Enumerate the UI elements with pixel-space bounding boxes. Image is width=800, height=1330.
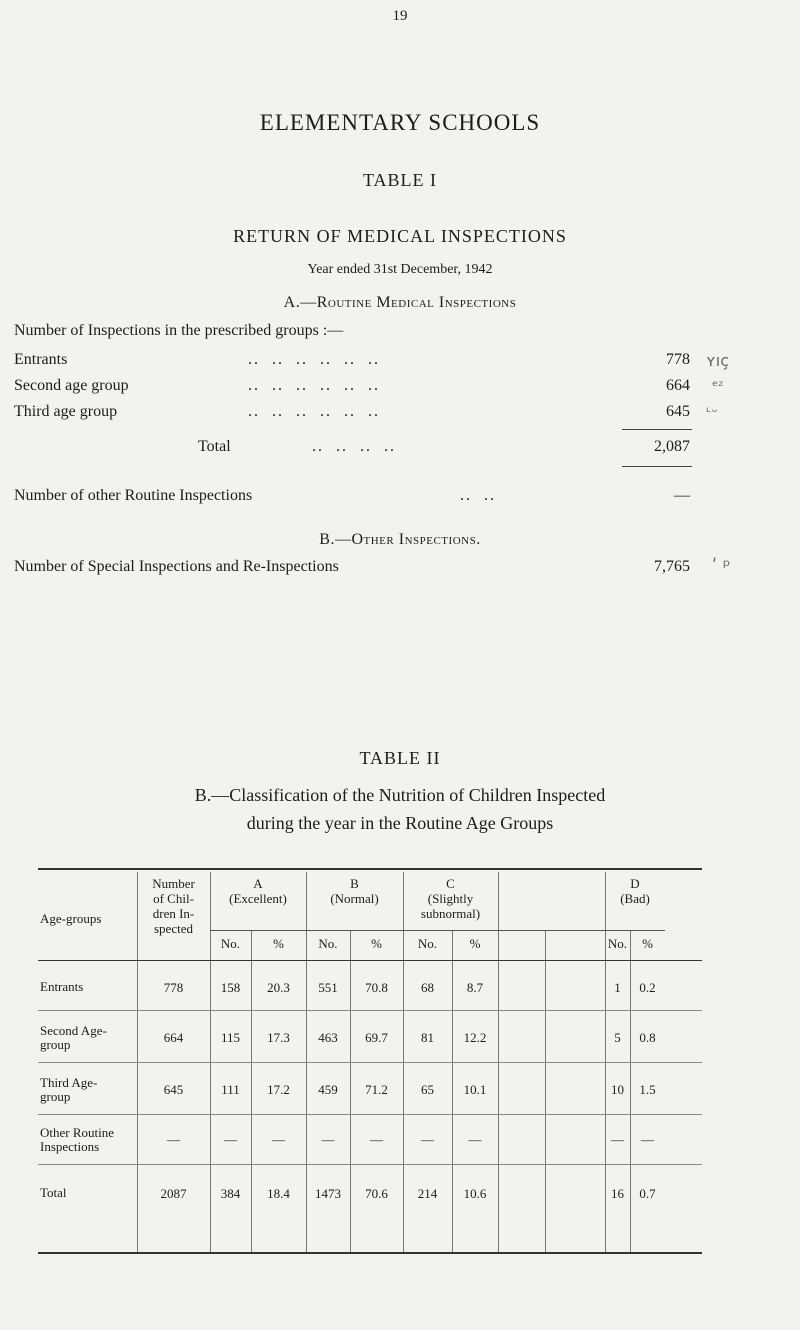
header-c-slightly-subnormal: C (Slightly subnormal) — [420, 876, 481, 921]
subheader-a-no: No. — [220, 936, 241, 951]
cell-c-pct: — — [468, 1132, 482, 1147]
total-label: Total — [198, 438, 231, 455]
cell-c-no: 81 — [421, 1030, 434, 1045]
group-label-entrants: Entrants — [14, 351, 68, 368]
other-routine-value: — — [674, 487, 690, 504]
pencil-annotation: ʹ ᵖ — [712, 556, 731, 577]
group-label-second: Second age group — [14, 377, 129, 394]
cell-a-no: 158 — [220, 980, 241, 995]
table1-title: TABLE I — [362, 170, 438, 190]
cell-d-pct: — — [641, 1132, 654, 1147]
cell-b-no: 1473 — [315, 1186, 341, 1201]
cell-b-no: 551 — [318, 980, 338, 995]
group-value-entrants: 778 — [666, 351, 690, 368]
table2-subtitle-line2: during the year in the Routine Age Groups — [246, 813, 554, 833]
cell-b-pct: 71.2 — [365, 1082, 388, 1097]
row-rule — [38, 1114, 702, 1115]
cell-a-pct: — — [272, 1132, 285, 1147]
row-label: Other Routine Inspections — [40, 1125, 115, 1154]
cell-d-no: 5 — [614, 1030, 621, 1045]
cell-c-no: — — [421, 1132, 434, 1147]
table-top-rule — [38, 868, 702, 870]
leader-dots: .. .. — [460, 487, 496, 504]
cell-a-no: 384 — [220, 1186, 241, 1201]
subheader-d-no: No. — [607, 936, 628, 951]
header-number: Number of Chil- dren In- spected — [152, 876, 195, 936]
cell-a-pct: 17.3 — [267, 1030, 290, 1045]
cell-b-pct: 70.6 — [365, 1186, 388, 1201]
sum-rule — [622, 429, 692, 430]
cell-a-no: — — [224, 1132, 237, 1147]
special-inspections-value: 7,765 — [654, 558, 690, 575]
group-value-third: 645 — [666, 403, 690, 420]
cell-number: 664 — [163, 1030, 184, 1045]
subheader-rule — [210, 930, 665, 931]
cell-number: 645 — [163, 1082, 184, 1097]
page-number: 19 — [392, 8, 408, 24]
pencil-annotation: ᶫᵕ — [706, 403, 718, 421]
row-label: Entrants — [40, 979, 84, 994]
total-value: 2,087 — [654, 438, 690, 455]
leader-dots: .. .. .. .. .. .. — [248, 351, 380, 368]
table2-subtitle-line1: B.—Classification of the Nutrition of Children Inspected — [194, 785, 606, 805]
header-b-normal: B (Normal) — [330, 876, 379, 906]
prescribed-groups-label: Number of Inspections in the prescribed groups :— — [14, 322, 344, 339]
row-rule — [38, 1164, 702, 1165]
cell-a-pct: 18.4 — [267, 1186, 290, 1201]
section-a-heading: A.—Routine Medical Inspections — [283, 294, 517, 311]
table2-title: TABLE II — [359, 748, 441, 768]
page-heading: ELEMENTARY SCHOOLS — [259, 110, 541, 135]
leader-dots: .. .. .. .. .. .. — [248, 377, 380, 394]
row-label: Second Age- group — [40, 1023, 107, 1052]
subheader-d-pct: % — [642, 936, 653, 951]
other-routine-label: Number of other Routine Inspections — [14, 487, 253, 504]
cell-c-pct: 10.1 — [463, 1082, 487, 1097]
cell-d-no: 16 — [611, 1186, 624, 1201]
cell-d-pct: 0.8 — [639, 1030, 656, 1045]
subheader-b-no: No. — [318, 936, 338, 951]
cell-number: 778 — [163, 980, 184, 995]
row-rule — [38, 1010, 702, 1011]
cell-d-no: 1 — [614, 980, 621, 995]
cell-a-pct: 17.2 — [267, 1082, 290, 1097]
cell-a-pct: 20.3 — [267, 980, 290, 995]
leader-dots: .. .. .. .. .. .. — [248, 403, 380, 420]
header-d-bad: D (Bad) — [620, 876, 650, 906]
cell-c-pct: 10.6 — [463, 1186, 487, 1201]
cell-b-pct: 70.8 — [365, 980, 388, 995]
subheader-b-pct: % — [371, 936, 382, 951]
column-divider — [545, 930, 546, 1254]
cell-number: 2087 — [160, 1186, 187, 1201]
cell-c-no: 65 — [421, 1082, 434, 1097]
cell-d-no: — — [611, 1132, 624, 1147]
subheader-a-pct: % — [273, 936, 284, 951]
table-bottom-rule — [38, 1252, 702, 1254]
cell-b-no: 459 — [318, 1082, 338, 1097]
nutrition-table — [0, 868, 800, 1268]
cell-c-no: 68 — [421, 980, 434, 995]
table1-subtitle: RETURN OF MEDICAL INSPECTIONS — [233, 226, 567, 246]
cell-c-pct: 8.7 — [466, 980, 484, 995]
sum-rule — [622, 466, 692, 467]
row-label: Third Age- group — [40, 1075, 98, 1104]
cell-number: — — [167, 1132, 180, 1147]
cell-c-pct: 12.2 — [463, 1030, 487, 1045]
row-label: Total — [40, 1185, 67, 1200]
leader-dots: .. .. .. .. — [312, 438, 396, 455]
header-age-groups: Age-groups — [40, 911, 102, 926]
subheader-c-no: No. — [417, 936, 438, 951]
header-a-excellent: A (Excellent) — [229, 876, 287, 906]
cell-d-pct: 0.2 — [639, 980, 656, 995]
row-rule — [38, 1062, 702, 1063]
cell-a-no: 115 — [220, 1030, 241, 1045]
table1-year: Year ended 31st December, 1942 — [307, 262, 493, 277]
subheader-c-pct: % — [469, 936, 481, 951]
section-b-heading: B.—Other Inspections. — [319, 531, 481, 548]
group-label-third: Third age group — [14, 403, 118, 420]
pencil-annotation: ʏıç — [706, 351, 730, 370]
cell-b-pct: 69.7 — [365, 1030, 388, 1045]
cell-b-no: 463 — [318, 1030, 338, 1045]
cell-b-pct: — — [370, 1132, 383, 1147]
cell-a-no: 111 — [221, 1082, 240, 1097]
pencil-annotation: ᵉᶻ — [712, 377, 724, 395]
cell-d-no: 10 — [611, 1082, 624, 1097]
header-bottom-rule — [38, 960, 702, 961]
cell-c-no: 214 — [417, 1186, 438, 1201]
cell-b-no: — — [321, 1132, 335, 1147]
cell-d-pct: 0.7 — [639, 1186, 656, 1201]
group-value-second: 664 — [666, 377, 690, 394]
special-inspections-label: Number of Special Inspections and Re-Inspections — [14, 558, 339, 575]
cell-d-pct: 1.5 — [639, 1082, 656, 1097]
